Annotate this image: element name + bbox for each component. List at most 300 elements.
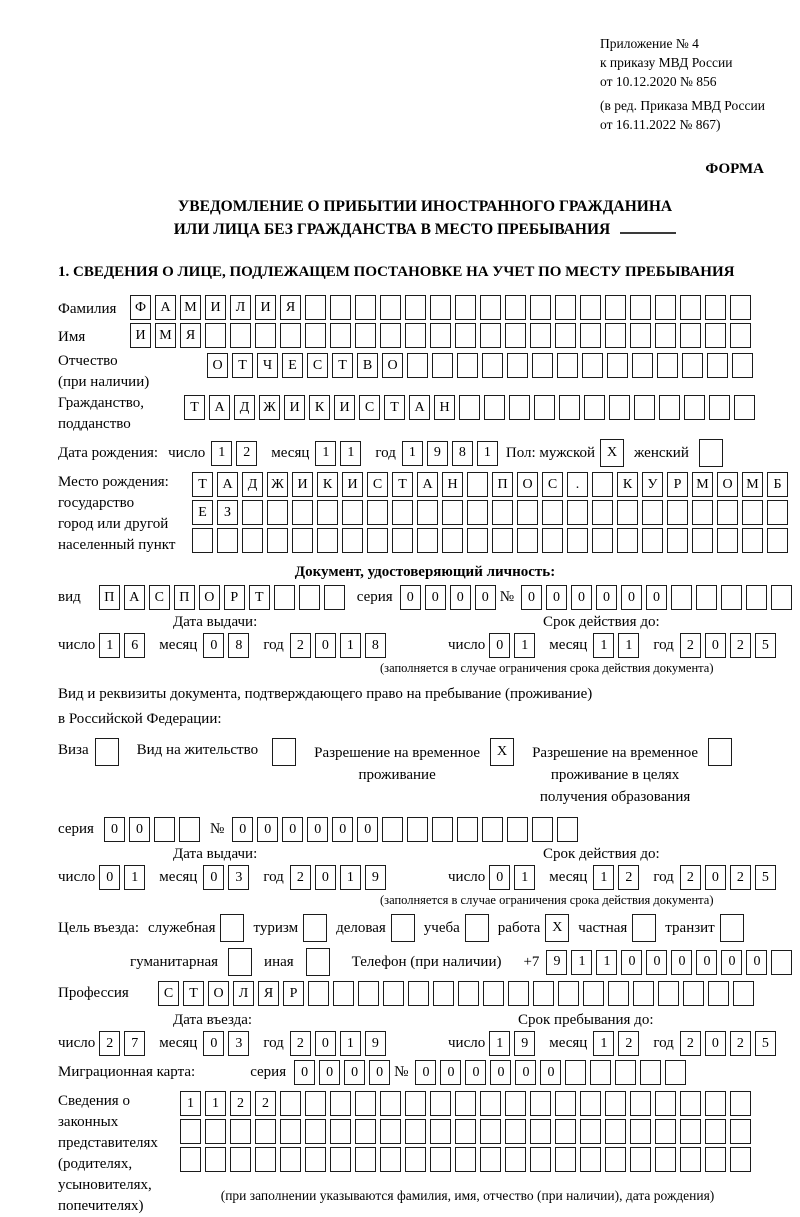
char-box[interactable] [705, 295, 726, 320]
char-box[interactable]: Ч [257, 353, 278, 378]
char-box[interactable] [392, 500, 413, 525]
char-box[interactable] [407, 817, 428, 842]
char-box[interactable]: 0 [475, 585, 496, 610]
char-box[interactable]: И [292, 472, 313, 497]
char-box[interactable] [730, 1147, 751, 1172]
char-box[interactable] [355, 295, 376, 320]
char-box[interactable] [455, 295, 476, 320]
char-box[interactable]: 2 [236, 441, 257, 466]
char-box[interactable]: И [205, 295, 226, 320]
char-box[interactable]: И [284, 395, 305, 420]
char-box[interactable] [280, 1147, 301, 1172]
char-box[interactable] [505, 1091, 526, 1116]
char-box[interactable]: 3 [228, 1031, 249, 1056]
char-box[interactable] [505, 1119, 526, 1144]
char-box[interactable] [517, 528, 538, 553]
char-box[interactable]: 6 [124, 633, 145, 658]
char-box[interactable] [605, 323, 626, 348]
char-box[interactable] [767, 528, 788, 553]
char-box[interactable] [592, 528, 613, 553]
char-box[interactable] [742, 528, 763, 553]
char-box[interactable] [484, 395, 505, 420]
char-box[interactable]: X [600, 439, 624, 467]
char-box[interactable] [742, 500, 763, 525]
char-box[interactable]: 0 [465, 1060, 486, 1085]
char-box[interactable] [617, 528, 638, 553]
char-box[interactable]: 0 [721, 950, 742, 975]
char-box[interactable] [532, 817, 553, 842]
char-box[interactable] [530, 1147, 551, 1172]
char-box[interactable]: 3 [228, 865, 249, 890]
char-box[interactable] [667, 528, 688, 553]
char-box[interactable] [95, 738, 119, 766]
char-box[interactable] [305, 295, 326, 320]
char-box[interactable]: 1 [340, 441, 361, 466]
char-box[interactable]: Т [332, 353, 353, 378]
char-box[interactable]: П [99, 585, 120, 610]
char-box[interactable]: Р [224, 585, 245, 610]
char-box[interactable]: 0 [203, 865, 224, 890]
char-box[interactable]: 0 [646, 950, 667, 975]
char-box[interactable]: И [255, 295, 276, 320]
char-box[interactable]: 1 [99, 633, 120, 658]
char-box[interactable]: А [209, 395, 230, 420]
char-box[interactable]: Р [283, 981, 304, 1006]
char-box[interactable] [430, 295, 451, 320]
char-box[interactable]: Т [232, 353, 253, 378]
char-box[interactable]: 1 [477, 441, 498, 466]
char-box[interactable] [392, 528, 413, 553]
char-box[interactable] [382, 817, 403, 842]
char-box[interactable] [730, 1119, 751, 1144]
char-box[interactable]: С [359, 395, 380, 420]
char-box[interactable] [305, 1091, 326, 1116]
char-box[interactable] [292, 500, 313, 525]
char-box[interactable]: 0 [332, 817, 353, 842]
char-box[interactable] [632, 353, 653, 378]
char-box[interactable]: О [382, 353, 403, 378]
char-box[interactable] [655, 295, 676, 320]
char-box[interactable] [228, 948, 252, 976]
char-box[interactable]: 2 [230, 1091, 251, 1116]
char-box[interactable] [580, 1119, 601, 1144]
char-box[interactable] [358, 981, 379, 1006]
char-box[interactable] [391, 914, 415, 942]
char-box[interactable] [730, 323, 751, 348]
char-box[interactable]: Д [234, 395, 255, 420]
char-box[interactable] [509, 395, 530, 420]
char-box[interactable]: 0 [621, 585, 642, 610]
char-box[interactable] [457, 817, 478, 842]
char-box[interactable]: 1 [593, 865, 614, 890]
char-box[interactable] [492, 528, 513, 553]
char-box[interactable] [705, 323, 726, 348]
char-box[interactable] [430, 1147, 451, 1172]
char-box[interactable]: Т [384, 395, 405, 420]
char-box[interactable] [292, 528, 313, 553]
char-box[interactable] [617, 500, 638, 525]
char-box[interactable] [407, 353, 428, 378]
char-box[interactable]: О [207, 353, 228, 378]
char-box[interactable] [467, 528, 488, 553]
char-box[interactable] [305, 1119, 326, 1144]
char-box[interactable]: 5 [755, 865, 776, 890]
char-box[interactable]: Я [280, 295, 301, 320]
char-box[interactable] [682, 353, 703, 378]
char-box[interactable]: Т [392, 472, 413, 497]
char-box[interactable] [505, 295, 526, 320]
char-box[interactable]: 0 [425, 585, 446, 610]
char-box[interactable] [317, 500, 338, 525]
char-box[interactable]: 1 [315, 441, 336, 466]
char-box[interactable] [255, 1147, 276, 1172]
char-box[interactable]: 0 [489, 633, 510, 658]
char-box[interactable] [333, 981, 354, 1006]
char-box[interactable] [558, 981, 579, 1006]
char-box[interactable] [482, 817, 503, 842]
char-box[interactable]: О [717, 472, 738, 497]
char-box[interactable] [665, 1060, 686, 1085]
char-box[interactable] [217, 528, 238, 553]
char-box[interactable] [732, 353, 753, 378]
char-box[interactable] [458, 981, 479, 1006]
char-box[interactable] [655, 323, 676, 348]
char-box[interactable] [555, 1119, 576, 1144]
char-box[interactable]: П [492, 472, 513, 497]
char-box[interactable]: 0 [540, 1060, 561, 1085]
char-box[interactable] [640, 1060, 661, 1085]
char-box[interactable] [555, 295, 576, 320]
char-box[interactable]: 1 [514, 865, 535, 890]
char-box[interactable] [154, 817, 175, 842]
char-box[interactable] [367, 528, 388, 553]
char-box[interactable] [699, 439, 723, 467]
char-box[interactable] [583, 981, 604, 1006]
char-box[interactable]: 1 [205, 1091, 226, 1116]
char-box[interactable] [242, 500, 263, 525]
char-box[interactable] [684, 395, 705, 420]
char-box[interactable] [590, 1060, 611, 1085]
char-box[interactable]: К [309, 395, 330, 420]
char-box[interactable]: О [517, 472, 538, 497]
char-box[interactable]: Ж [259, 395, 280, 420]
char-box[interactable]: 1 [489, 1031, 510, 1056]
char-box[interactable]: Н [434, 395, 455, 420]
char-box[interactable] [467, 472, 488, 497]
char-box[interactable]: 1 [402, 441, 423, 466]
char-box[interactable]: 1 [340, 633, 361, 658]
char-box[interactable]: 0 [450, 585, 471, 610]
char-box[interactable] [680, 1091, 701, 1116]
char-box[interactable]: 8 [365, 633, 386, 658]
char-box[interactable] [255, 1119, 276, 1144]
char-box[interactable] [659, 395, 680, 420]
char-box[interactable] [272, 738, 296, 766]
char-box[interactable] [680, 323, 701, 348]
char-box[interactable] [655, 1119, 676, 1144]
char-box[interactable] [417, 500, 438, 525]
char-box[interactable] [580, 1091, 601, 1116]
char-box[interactable] [630, 1091, 651, 1116]
char-box[interactable] [592, 500, 613, 525]
char-box[interactable]: 8 [228, 633, 249, 658]
char-box[interactable]: Т [192, 472, 213, 497]
char-box[interactable]: 0 [282, 817, 303, 842]
char-box[interactable]: А [409, 395, 430, 420]
char-box[interactable] [696, 585, 717, 610]
char-box[interactable] [383, 981, 404, 1006]
char-box[interactable] [720, 914, 744, 942]
char-box[interactable] [592, 472, 613, 497]
char-box[interactable]: И [342, 472, 363, 497]
char-box[interactable] [180, 1147, 201, 1172]
char-box[interactable] [230, 1147, 251, 1172]
char-box[interactable]: Д [242, 472, 263, 497]
char-box[interactable] [532, 353, 553, 378]
char-box[interactable] [580, 1147, 601, 1172]
char-box[interactable]: 1 [211, 441, 232, 466]
char-box[interactable]: 2 [730, 865, 751, 890]
char-box[interactable]: Т [249, 585, 270, 610]
char-box[interactable] [430, 323, 451, 348]
char-box[interactable] [630, 323, 651, 348]
char-box[interactable] [633, 981, 654, 1006]
char-box[interactable]: 9 [427, 441, 448, 466]
char-box[interactable] [717, 528, 738, 553]
char-box[interactable]: 0 [671, 950, 692, 975]
char-box[interactable] [530, 1091, 551, 1116]
char-box[interactable]: X [490, 738, 514, 766]
char-box[interactable]: Л [233, 981, 254, 1006]
char-box[interactable]: Н [442, 472, 463, 497]
char-box[interactable] [299, 585, 320, 610]
char-box[interactable] [505, 323, 526, 348]
char-box[interactable] [615, 1060, 636, 1085]
char-box[interactable] [342, 500, 363, 525]
char-box[interactable] [355, 323, 376, 348]
char-box[interactable]: А [124, 585, 145, 610]
char-box[interactable] [205, 1147, 226, 1172]
char-box[interactable] [771, 585, 792, 610]
char-box[interactable] [230, 323, 251, 348]
char-box[interactable]: 1 [593, 633, 614, 658]
char-box[interactable] [455, 1119, 476, 1144]
char-box[interactable] [355, 1091, 376, 1116]
char-box[interactable]: 5 [755, 1031, 776, 1056]
char-box[interactable]: 1 [514, 633, 535, 658]
char-box[interactable] [609, 395, 630, 420]
char-box[interactable] [417, 528, 438, 553]
char-box[interactable] [480, 1091, 501, 1116]
char-box[interactable]: 1 [124, 865, 145, 890]
char-box[interactable] [658, 981, 679, 1006]
char-box[interactable]: 2 [290, 1031, 311, 1056]
char-box[interactable]: Е [282, 353, 303, 378]
char-box[interactable] [324, 585, 345, 610]
char-box[interactable]: 1 [593, 1031, 614, 1056]
char-box[interactable]: К [317, 472, 338, 497]
char-box[interactable] [355, 1119, 376, 1144]
char-box[interactable]: 0 [99, 865, 120, 890]
char-box[interactable] [480, 1119, 501, 1144]
char-box[interactable] [405, 295, 426, 320]
char-box[interactable]: 0 [646, 585, 667, 610]
char-box[interactable] [330, 323, 351, 348]
char-box[interactable] [608, 981, 629, 1006]
char-box[interactable]: 5 [755, 633, 776, 658]
char-box[interactable]: Л [230, 295, 251, 320]
char-box[interactable]: К [617, 472, 638, 497]
char-box[interactable] [482, 353, 503, 378]
char-box[interactable] [280, 1119, 301, 1144]
char-box[interactable] [605, 1147, 626, 1172]
char-box[interactable] [303, 914, 327, 942]
char-box[interactable]: 2 [290, 633, 311, 658]
char-box[interactable] [380, 295, 401, 320]
char-box[interactable]: 0 [546, 585, 567, 610]
char-box[interactable]: 0 [344, 1060, 365, 1085]
char-box[interactable] [708, 738, 732, 766]
char-box[interactable]: Р [667, 472, 688, 497]
char-box[interactable] [655, 1147, 676, 1172]
char-box[interactable]: 0 [294, 1060, 315, 1085]
char-box[interactable] [730, 295, 751, 320]
char-box[interactable]: М [692, 472, 713, 497]
char-box[interactable]: 0 [232, 817, 253, 842]
char-box[interactable] [542, 500, 563, 525]
char-box[interactable] [480, 323, 501, 348]
char-box[interactable] [442, 500, 463, 525]
char-box[interactable]: Ж [267, 472, 288, 497]
char-box[interactable] [267, 528, 288, 553]
char-box[interactable]: 0 [746, 950, 767, 975]
char-box[interactable]: М [742, 472, 763, 497]
char-box[interactable] [705, 1119, 726, 1144]
char-box[interactable]: Б [767, 472, 788, 497]
char-box[interactable] [584, 395, 605, 420]
char-box[interactable]: 0 [621, 950, 642, 975]
char-box[interactable]: А [417, 472, 438, 497]
char-box[interactable] [557, 353, 578, 378]
char-box[interactable]: 2 [99, 1031, 120, 1056]
char-box[interactable] [680, 1147, 701, 1172]
char-box[interactable]: 8 [452, 441, 473, 466]
char-box[interactable] [342, 528, 363, 553]
char-box[interactable]: Т [183, 981, 204, 1006]
char-box[interactable]: 0 [705, 865, 726, 890]
char-box[interactable]: С [158, 981, 179, 1006]
char-box[interactable] [771, 950, 792, 975]
char-box[interactable] [205, 323, 226, 348]
char-box[interactable] [465, 914, 489, 942]
char-box[interactable]: 1 [340, 1031, 361, 1056]
char-box[interactable]: 0 [307, 817, 328, 842]
char-box[interactable] [305, 1147, 326, 1172]
char-box[interactable]: 7 [124, 1031, 145, 1056]
char-box[interactable]: 0 [400, 585, 421, 610]
char-box[interactable]: 0 [571, 585, 592, 610]
char-box[interactable]: 9 [546, 950, 567, 975]
char-box[interactable] [708, 981, 729, 1006]
char-box[interactable] [767, 500, 788, 525]
char-box[interactable] [367, 500, 388, 525]
char-box[interactable]: У [642, 472, 663, 497]
char-box[interactable] [432, 817, 453, 842]
char-box[interactable]: 0 [489, 865, 510, 890]
char-box[interactable] [707, 353, 728, 378]
char-box[interactable]: Я [180, 323, 201, 348]
char-box[interactable] [730, 1091, 751, 1116]
char-box[interactable] [630, 1147, 651, 1172]
char-box[interactable]: X [545, 914, 569, 942]
char-box[interactable] [405, 1091, 426, 1116]
char-box[interactable] [480, 1147, 501, 1172]
char-box[interactable] [205, 1119, 226, 1144]
char-box[interactable]: 2 [680, 865, 701, 890]
char-box[interactable] [405, 1119, 426, 1144]
char-box[interactable] [671, 585, 692, 610]
char-box[interactable] [634, 395, 655, 420]
char-box[interactable] [459, 395, 480, 420]
char-box[interactable] [180, 1119, 201, 1144]
char-box[interactable] [380, 1147, 401, 1172]
char-box[interactable]: 0 [515, 1060, 536, 1085]
char-box[interactable] [457, 353, 478, 378]
char-box[interactable] [380, 1091, 401, 1116]
char-box[interactable] [705, 1147, 726, 1172]
char-box[interactable] [605, 295, 626, 320]
char-box[interactable]: 0 [369, 1060, 390, 1085]
char-box[interactable]: Е [192, 500, 213, 525]
char-box[interactable]: 0 [203, 1031, 224, 1056]
char-box[interactable] [557, 817, 578, 842]
char-box[interactable]: . [567, 472, 588, 497]
char-box[interactable] [530, 1119, 551, 1144]
char-box[interactable] [630, 1119, 651, 1144]
char-box[interactable] [179, 817, 200, 842]
char-box[interactable] [330, 295, 351, 320]
char-box[interactable]: Т [184, 395, 205, 420]
char-box[interactable]: С [307, 353, 328, 378]
char-box[interactable]: 9 [365, 865, 386, 890]
char-box[interactable]: Ф [130, 295, 151, 320]
char-box[interactable] [667, 500, 688, 525]
char-box[interactable]: 1 [596, 950, 617, 975]
char-box[interactable] [717, 500, 738, 525]
char-box[interactable] [642, 528, 663, 553]
char-box[interactable] [306, 948, 330, 976]
char-box[interactable] [467, 500, 488, 525]
char-box[interactable] [405, 1147, 426, 1172]
char-box[interactable] [242, 528, 263, 553]
char-box[interactable] [555, 1147, 576, 1172]
char-box[interactable]: 2 [680, 633, 701, 658]
char-box[interactable]: 0 [104, 817, 125, 842]
char-box[interactable] [455, 1147, 476, 1172]
char-box[interactable]: С [149, 585, 170, 610]
char-box[interactable]: О [199, 585, 220, 610]
char-box[interactable]: 0 [415, 1060, 436, 1085]
char-box[interactable] [308, 981, 329, 1006]
char-box[interactable] [580, 323, 601, 348]
char-box[interactable] [567, 528, 588, 553]
char-box[interactable]: А [217, 472, 238, 497]
char-box[interactable] [705, 1091, 726, 1116]
char-box[interactable] [746, 585, 767, 610]
char-box[interactable]: 2 [730, 1031, 751, 1056]
char-box[interactable] [559, 395, 580, 420]
char-box[interactable]: М [155, 323, 176, 348]
